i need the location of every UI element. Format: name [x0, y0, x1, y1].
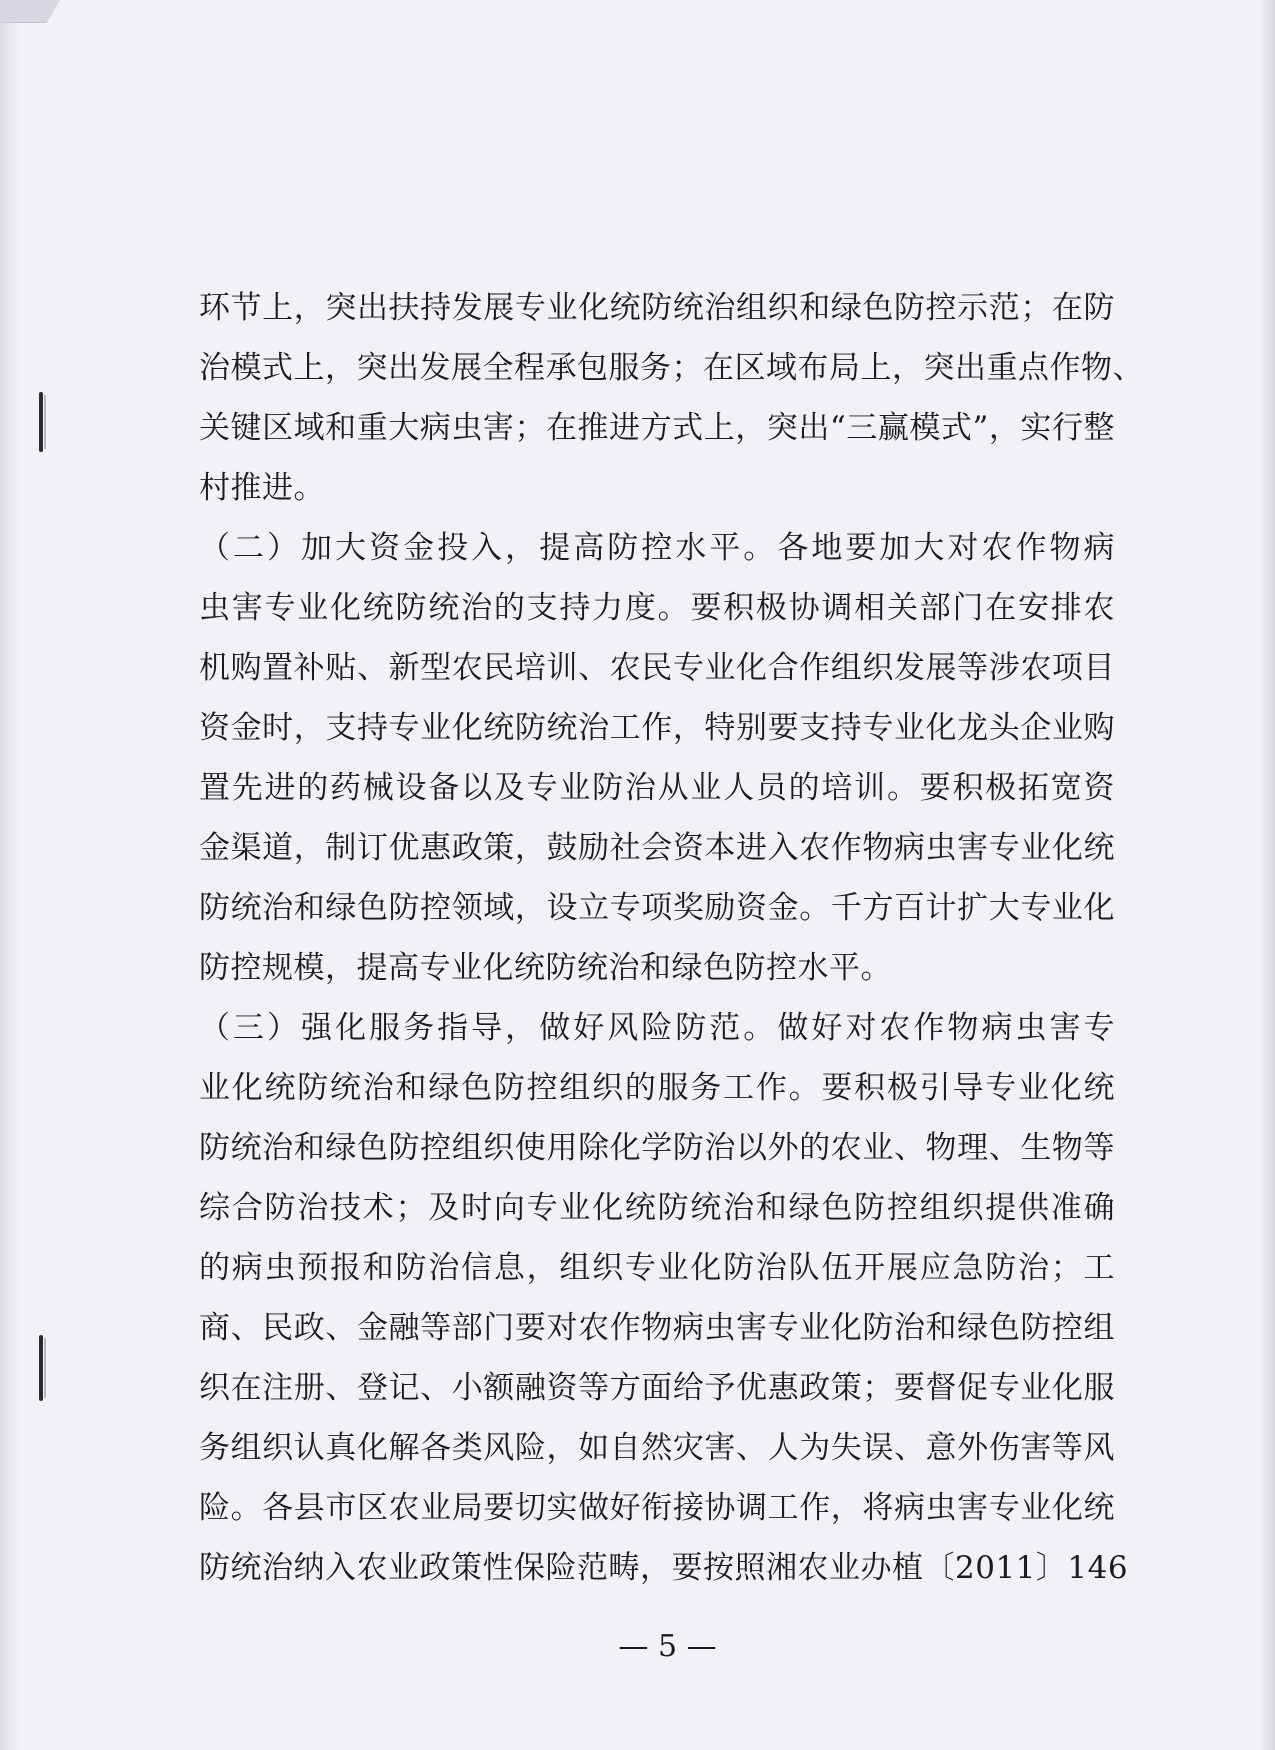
text-line: 险。各县市区农业局要切实做好衔接协调工作，将病虫害专业化统: [199, 1490, 1115, 1526]
text-line: 村推进。: [199, 470, 325, 506]
text-line: 防控规模，提高专业化统防统治和绿色防控水平。: [199, 950, 892, 986]
text-line: 商、民政、金融等部门要对农作物病虫害专业化防治和绿色防控组: [199, 1310, 1115, 1346]
body-text: [199, 278, 1144, 1598]
page-right-edge: [1261, 0, 1275, 1750]
staple-top: [39, 392, 43, 452]
text-line: 治模式上，突出发展全程承包服务；在区域布局上，突出重点作物、: [199, 350, 1144, 386]
text-line: 防统治和绿色防控组织使用除化学防治以外的农业、物理、生物等: [199, 1130, 1115, 1166]
text-line: 虫害专业化统防统治的支持力度。要积极协调相关部门在安排农: [199, 590, 1115, 626]
text-line: 综合防治技术；及时向专业化统防统治和绿色防控组织提供准确: [199, 1190, 1115, 1226]
text-line: 置先进的药械设备以及专业防治从业人员的培训。要积极拓宽资: [199, 770, 1115, 806]
text-line: 防统治和绿色防控领域，设立专项奖励资金。千方百计扩大专业化: [199, 890, 1115, 926]
text-line: 关键区域和重大病虫害；在推进方式上，突出“三赢模式”，实行整: [199, 410, 1115, 446]
text-line: 防统治纳入农业政策性保险范畴，要按照湘农业办植〔2011〕146: [199, 1550, 1129, 1586]
text-line: 资金时，支持专业化统防统治工作，特别要支持专业化龙头企业购: [199, 710, 1115, 746]
text-line: 环节上，突出扶持发展专业化统防统治组织和绿色防控示范；在防: [199, 290, 1115, 326]
folded-corner: [0, 0, 60, 23]
text-line: 金渠道，制订优惠政策，鼓励社会资本进入农作物病虫害专业化统: [199, 830, 1115, 866]
staple-shadow-bottom: [44, 1338, 46, 1398]
text-line: 务组织认真化解各类风险，如自然灾害、人为失误、意外伤害等风: [199, 1430, 1115, 1466]
staple-bottom: [39, 1335, 43, 1401]
text-line: 的病虫预报和防治信息，组织专业化防治队伍开展应急防治；工: [199, 1250, 1115, 1286]
text-line: 业化统防统治和绿色防控组织的服务工作。要积极引导专业化统: [199, 1070, 1115, 1106]
text-line: 织在注册、登记、小额融资等方面给予优惠政策；要督促专业化服: [199, 1370, 1115, 1406]
staple-shadow-top: [44, 395, 46, 449]
text-line: （三）强化服务指导，做好风险防范。做好对农作物病虫害专: [199, 1010, 1115, 1046]
text-line: （二）加大资金投入，提高防控水平。各地要加大对农作物病: [199, 530, 1115, 566]
text-line: 机购置补贴、新型农民培训、农民专业化合作组织发展等涉农项目: [199, 650, 1115, 686]
page-number: — 5 —: [618, 1629, 717, 1664]
page-left-edge: [0, 0, 18, 1750]
